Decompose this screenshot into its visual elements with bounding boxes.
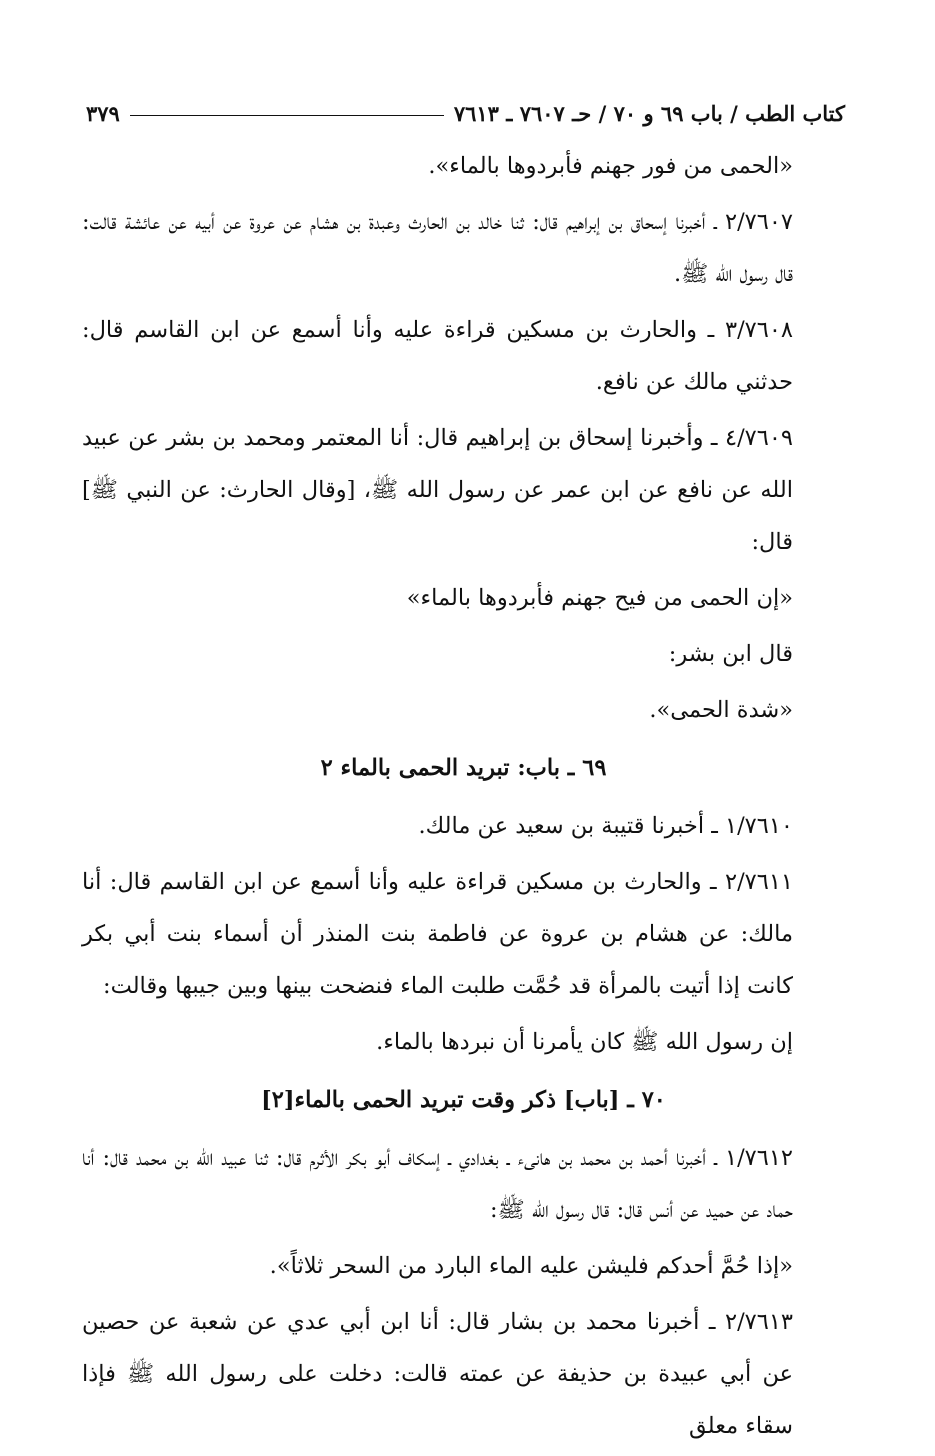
page-body: [82, 140, 845, 1456]
narrator-note: قال ابن بشر:: [668, 641, 793, 667]
isnad-paragraph: ٤/٧٦٠٩ ـ وأخبرنا إسحاق بن إبراهيم قال: أنا المعتمر ومحمد بن بشر عن عبيد الله عن نافع عن ابن عمر عن رسول الله ﷺ، [وقال الحارث: عن النبي ﷺ] قال:: [82, 425, 793, 555]
hadith-text: إن رسول الله ﷺ كان يأمرنا أن نبردها بالماء.: [376, 1029, 793, 1055]
hadith-text: «إذا حُمَّ أحدكم فليشن عليه الماء البارد من السحر ثلاثاً».: [269, 1253, 793, 1279]
header-title: كتاب الطب / باب ٦٩ و ٧٠ / حـ ٧٦٠٧ ـ ٧٦١٣: [453, 101, 845, 126]
hadith-text: «إن الحمى من فيح جهنم فأبردوها بالماء»: [406, 585, 793, 611]
isnad-paragraph: ٢/٧٦١٣ ـ أخبرنا محمد بن بشار قال: أنا ابن أبي عدي عن شعبة عن حصين عن أبي عبيدة بن حذيفة عن عمته قالت: دخلت على رسول الله ﷺ فإذا سقاء معلق: [82, 1309, 793, 1439]
running-header: [86, 82, 845, 126]
chapter-heading: ٦٩ ـ باب: تبريد الحمى بالماء ٢: [320, 755, 607, 781]
isnad-paragraph: ١/٧٦١٠ ـ أخبرنا قتيبة بن سعيد عن مالك.: [418, 813, 793, 839]
isnad-paragraph: ٣/٧٦٠٨ ـ والحارث بن مسكين قراءة عليه وأنا أسمع عن ابن القاسم قال: حدثني مالك عن نافع.: [82, 317, 793, 395]
isnad-paragraph: ٢/٧٦١١ ـ والحارث بن مسكين قراءة عليه وأنا أسمع عن ابن القاسم قال: أنا مالك: عن هشام بن عروة عن فاطمة بنت المنذر أن أسماء بنت أبي بكر كانت إذا أتيت بالمرأة قد حُمَّت طلبت الماء فنضحت بينها وبين جيبها وقالت:: [82, 869, 793, 999]
isnad-paragraph: ٢/٧٦٠٧ ـ أخبرنا إسحاق بن إبراهيم قال: ثنا خالد بن الحارث وعبدة بن هشام عن عروة عن أبيه عن عائشة قالت: قال رسول الله ﷺ.: [82, 209, 793, 287]
chapter-heading: ٧٠ ـ [باب] ذكر وقت تبريد الحمى بالماء[٢]: [261, 1087, 666, 1113]
hadith-text: «الحمى من فور جهنم فأبردوها بالماء».: [428, 153, 793, 179]
isnad-paragraph: ١/٧٦١٢ ـ أخبرنا أحمد بن محمد بن هانىء ـ بغدادي ـ إسكاف أبو بكر الأثرم قال: ثنا عبيد الله بن محمد قال: أنا حماد عن حميد عن أنس قال: قال رسول الله ﷺ:: [82, 1145, 793, 1223]
header-rule: [130, 115, 444, 116]
hadith-text: «شدة الحمى».: [649, 697, 793, 723]
page-number: ٣٧٩: [86, 101, 120, 126]
